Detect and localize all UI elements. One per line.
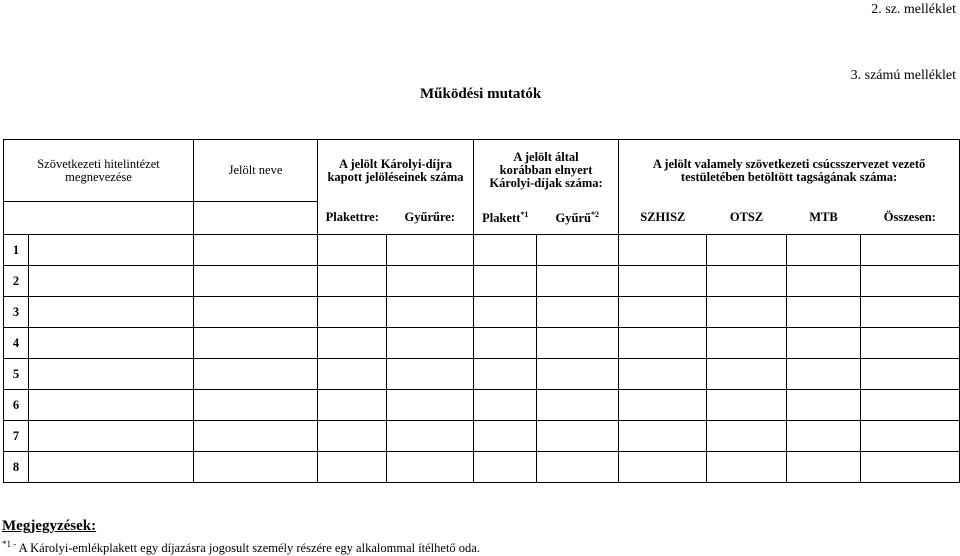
header-spacer-name (194, 202, 318, 235)
note-item-1 (2, 539, 480, 556)
row-number: 6 (4, 390, 29, 421)
table-row (4, 266, 960, 297)
col-header-institution: Szövetkezeti hitelintézet megnevezése (4, 140, 194, 202)
row-number: 5 (4, 359, 29, 390)
col-header-candidate-name: Jelölt neve (194, 140, 318, 202)
table-row (4, 452, 960, 483)
operating-indicators-table (3, 139, 960, 483)
col-header-board-memberships: A jelölt valamely szövetkezeti csúcsszervezet vezető testületében betöltött tagságának száma: (619, 140, 960, 202)
row-number: 7 (4, 421, 29, 452)
table-row (4, 297, 960, 328)
row-number: 2 (4, 266, 29, 297)
row-number: 3 (4, 297, 29, 328)
note-text: A Károlyi-emlékplakett egy díjazásra jogosult személy részére egy alkalommal ítélhető oda. (16, 541, 480, 556)
subheader-mtb: MTB (809, 210, 838, 225)
page-title: Működési mutatók (420, 86, 542, 102)
notes-title: Megjegyzések: (2, 518, 97, 534)
header-spacer-institution (4, 202, 194, 235)
note-marker: *1 - (2, 539, 17, 549)
subheader-gyurure: Gyűrűre: (387, 202, 474, 235)
table-row (4, 421, 960, 452)
annex-number-3: 3. számú melléklet (850, 68, 956, 83)
subheader-gyuru: Gyűrű$^{*2}$ (537, 202, 619, 235)
subheader-otsz: OTSZ (729, 210, 764, 225)
annex-number-2: 2. sz. melléklet (871, 2, 956, 17)
table-row (4, 328, 960, 359)
row-number: 4 (4, 328, 29, 359)
table-row (4, 359, 960, 390)
table-row (4, 235, 960, 266)
row-number: 1 (4, 235, 29, 266)
table-row (4, 390, 960, 421)
col-header-awards-won: A jelölt által korábban elnyert Károlyi-díjak száma: (474, 140, 619, 202)
row-number: 8 (4, 452, 29, 483)
subheader-plakett: Plakett$^{*1}$ (482, 209, 529, 225)
subheader-plakettre: Plakettre: (318, 202, 387, 235)
col-header-nominations: A jelölt Károlyi-díjra kapott jelöléseinek száma (318, 140, 474, 202)
subheader-szhisz: SZHISZ (640, 210, 686, 225)
subheader-osszesen: Összesen: (861, 202, 960, 235)
